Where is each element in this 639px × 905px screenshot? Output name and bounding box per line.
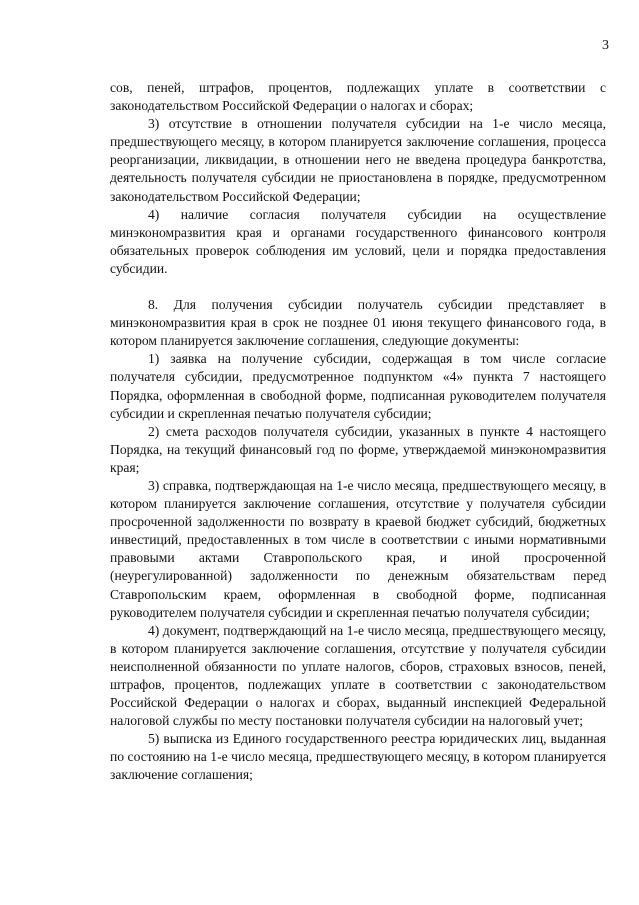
paragraph-doc-2: 2) смета расходов получателя субсидии, указанных в пункте 4 настоящего Порядка, на текущий финансовый год по форме, утверждаемой минэкономразвития края; bbox=[110, 423, 606, 475]
paragraph-item-3: 3) отсутствие в отношении получателя субсидии на 1-е число месяца, предшествующего месяцу, в котором планируется заключение соглашения, процесса реорганизации, ликвидации, в отношении него не введена процедура банкротства, деятельность получателя субсидии не приостановлена в порядке, предусмотренном законодательством Российской Федерации; bbox=[110, 116, 606, 204]
page-number: 3 bbox=[602, 38, 609, 53]
paragraph-doc-3: 3) справка, подтверждающая на 1-е число месяца, предшествующего месяцу, в котором планируется заключение соглашения, отсутствие у получателя субсидии просроченной задолженности по возврату в краевой бюджет субсидий, бюджетных инвестиций, предоставленных в том числе в соответствии с иными нормативными правовыми актами Ставропольского края, и иной просроченной (неурегулированной) задолженности по денежным обязательствам перед Ставропольским краем, оформленная в свободной форме, подписанная руководителем получателя субсидии и скрепленная печатью получателя субсидии; bbox=[110, 477, 606, 620]
document-body bbox=[110, 79, 606, 785]
paragraph-doc-1: 1) заявка на получение субсидии, содержащая в том числе согласие получателя субсидии, предусмотренное подпунктом «4» пункта 7 настоящего Порядка, оформленная в свободной форме, подписанная руководителем получателя субсидии и скрепленная печатью получателя субсидии; bbox=[110, 351, 606, 421]
paragraph-item-4: 4) наличие согласия получателя субсидии на осуществление минэкономразвития края и органами государственного финансового контроля обязательных проверок соблюдения им условий, цели и порядка предоставления субсидии. bbox=[110, 206, 606, 276]
paragraph-doc-4: 4) документ, подтверждающий на 1-е число месяца, предшествующего месяцу, в котором планируется заключение соглашения, отсутствие у получателя субсидии неисполненной обязанности по уплате налогов, сборов, страховых взносов, пеней, штрафов, процентов, подлежащих уплате в соответствии с законодательством Российской Федерации о налогах и сборах, выданный инспекцией Федеральной налоговой службы по месту постановки получателя субсидии на налоговый учет; bbox=[110, 622, 606, 729]
paragraph-continuation: сов, пеней, штрафов, процентов, подлежащих уплате в соответствии с законодательством Российской Федерации о налогах и сборах; bbox=[110, 80, 606, 114]
paragraph-doc-5: 5) выписка из Единого государственного реестра юридических лиц, выданная по состоянию на 1-е число месяца, предшествующего месяцу, в котором планируется заключение соглашения; bbox=[110, 731, 606, 783]
paragraph-section-8: 8. Для получения субсидии получатель субсидии представляет в минэкономразвития края в срок не позднее 01 июня текущего финансового года, в котором планируется заключение соглашения, следующие документы: bbox=[110, 297, 606, 349]
